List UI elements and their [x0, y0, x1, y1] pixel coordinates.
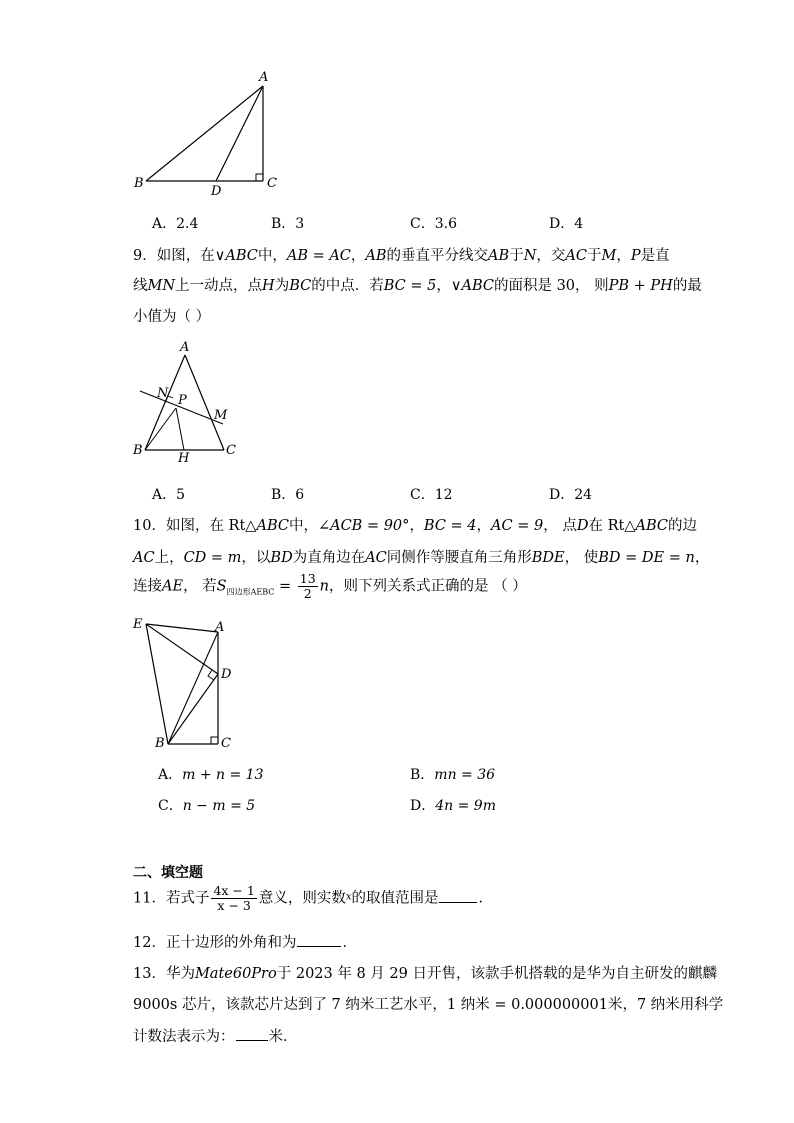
q10-label-a: A — [215, 620, 225, 635]
q10-label-d: D — [221, 667, 232, 682]
q8-option-d — [549, 213, 583, 233]
q11-answer-blank[interactable] — [439, 901, 477, 903]
q9-figure — [128, 338, 248, 468]
q10-line-2: AC上，CD = m，以BD为直角边在AC同侧作等腰直角三角形BDE， 使BD = DE = n， — [133, 550, 710, 566]
q9-option-b: B．6 — [271, 487, 305, 503]
q9-option-c: C．12 — [410, 487, 453, 503]
q10-option-c: C．n − m = 5 — [158, 798, 256, 814]
option-label: D． — [549, 216, 575, 232]
q10-segment-ea — [146, 624, 218, 632]
q10-right-angle-mark-c — [211, 737, 218, 744]
q9-option-a: A．5 — [152, 487, 186, 503]
q10-fraction: $\frac{13}{2}$ — [299, 571, 316, 601]
option-label: A． — [152, 216, 177, 232]
q9-label-c: C — [226, 443, 236, 458]
q10-segment-ed — [146, 624, 218, 674]
q9-side-ac — [185, 355, 224, 450]
q8-segment-ad — [216, 86, 263, 181]
option-label: C． — [410, 216, 435, 232]
q9-option-d: D．24 — [549, 487, 593, 503]
q10-right-angle-mark-d — [208, 670, 214, 680]
q10-label-b: B — [155, 736, 165, 751]
option-value: 3 — [295, 216, 305, 232]
q10-side-be — [146, 624, 168, 744]
q10-label-c: C — [221, 736, 231, 751]
q13-line-3: 计数法表示为： 米． — [133, 1029, 298, 1045]
q8-right-angle-mark — [256, 174, 263, 181]
q8-label-a: A — [259, 70, 269, 85]
option-value: 4 — [574, 216, 584, 232]
option-value: 2.4 — [176, 216, 199, 232]
q9-label-p: P — [178, 393, 187, 408]
q9-label-m: M — [214, 408, 228, 423]
q10-label-e: E — [133, 617, 143, 632]
q10-option-d: D．4n = 9m — [410, 798, 496, 814]
q8-figure — [130, 65, 290, 200]
q9-line-1: 9．如图，在∨ABC中，AB = AC，AB的垂直平分线交AB于N，交AC于M，P是直 — [133, 248, 670, 264]
option-label: B． — [271, 216, 296, 232]
q10-line-3: 连接AE， 若$S_{四边形AEBC}$ = $\frac{13}{2}$ n，则下列关系式正确的是 （ ） — [133, 571, 527, 601]
q11-fraction: $\frac{4x - 1}{x - 3}$ — [213, 883, 255, 913]
q8-side-ab — [146, 86, 263, 181]
q13-line-2: 9000s 芯片，该款芯片达到了 7 纳米工艺水平，1 纳米 = 0.000000001米，7 纳米用科学 — [133, 997, 724, 1013]
q8-label-d: D — [211, 184, 222, 199]
q8-label-c: C — [267, 176, 277, 191]
q10-line-1: 10．如图，在 Rt△ABC中，∠ACB = 90°，BC = 4，AC = 9， 点D在 Rt△ABC的边 — [133, 518, 697, 534]
q10-option-a: A．m + n = 13 — [158, 767, 264, 783]
q10-option-b: B．mn = 36 — [410, 767, 496, 783]
option-value: 3.6 — [434, 216, 457, 232]
q9-line-3: 小值为（ ） — [133, 309, 211, 325]
q9-line-2: 线MN上一动点，点H为BC的中点．若BC = 5，∨ABC的面积是 30， 则PB + PH的最 — [133, 278, 702, 294]
q13-line-1: 13．华为Mate60Pro于 2023 年 8 月 29 日开售，该款手机搭载的是华为自主研发的麒麟 — [133, 966, 717, 982]
q12-answer-blank[interactable] — [297, 945, 341, 947]
q11: 11．若式子 $\frac{4x - 1}{x - 3}$ 意义，则实数$^x$的取值范围是 ． — [133, 883, 493, 913]
q13-answer-blank[interactable] — [236, 1039, 268, 1041]
q10-segment-bd — [168, 674, 218, 744]
section-title: 二、填空题 — [133, 865, 203, 881]
q8-option-c — [410, 213, 457, 233]
q10-side-ab — [168, 632, 218, 744]
q8-option-b — [271, 213, 304, 233]
q9-label-b: B — [133, 443, 143, 458]
q9-label-n: N — [157, 386, 169, 401]
q9-label-h: H — [178, 451, 190, 466]
q8-label-b: B — [134, 176, 144, 191]
q9-label-a: A — [180, 340, 190, 355]
q12: 12．正十边形的外角和为 ． — [133, 935, 357, 951]
q9-segment-ph — [176, 408, 184, 450]
q10-figure — [128, 614, 248, 754]
q8-option-a — [152, 213, 198, 233]
